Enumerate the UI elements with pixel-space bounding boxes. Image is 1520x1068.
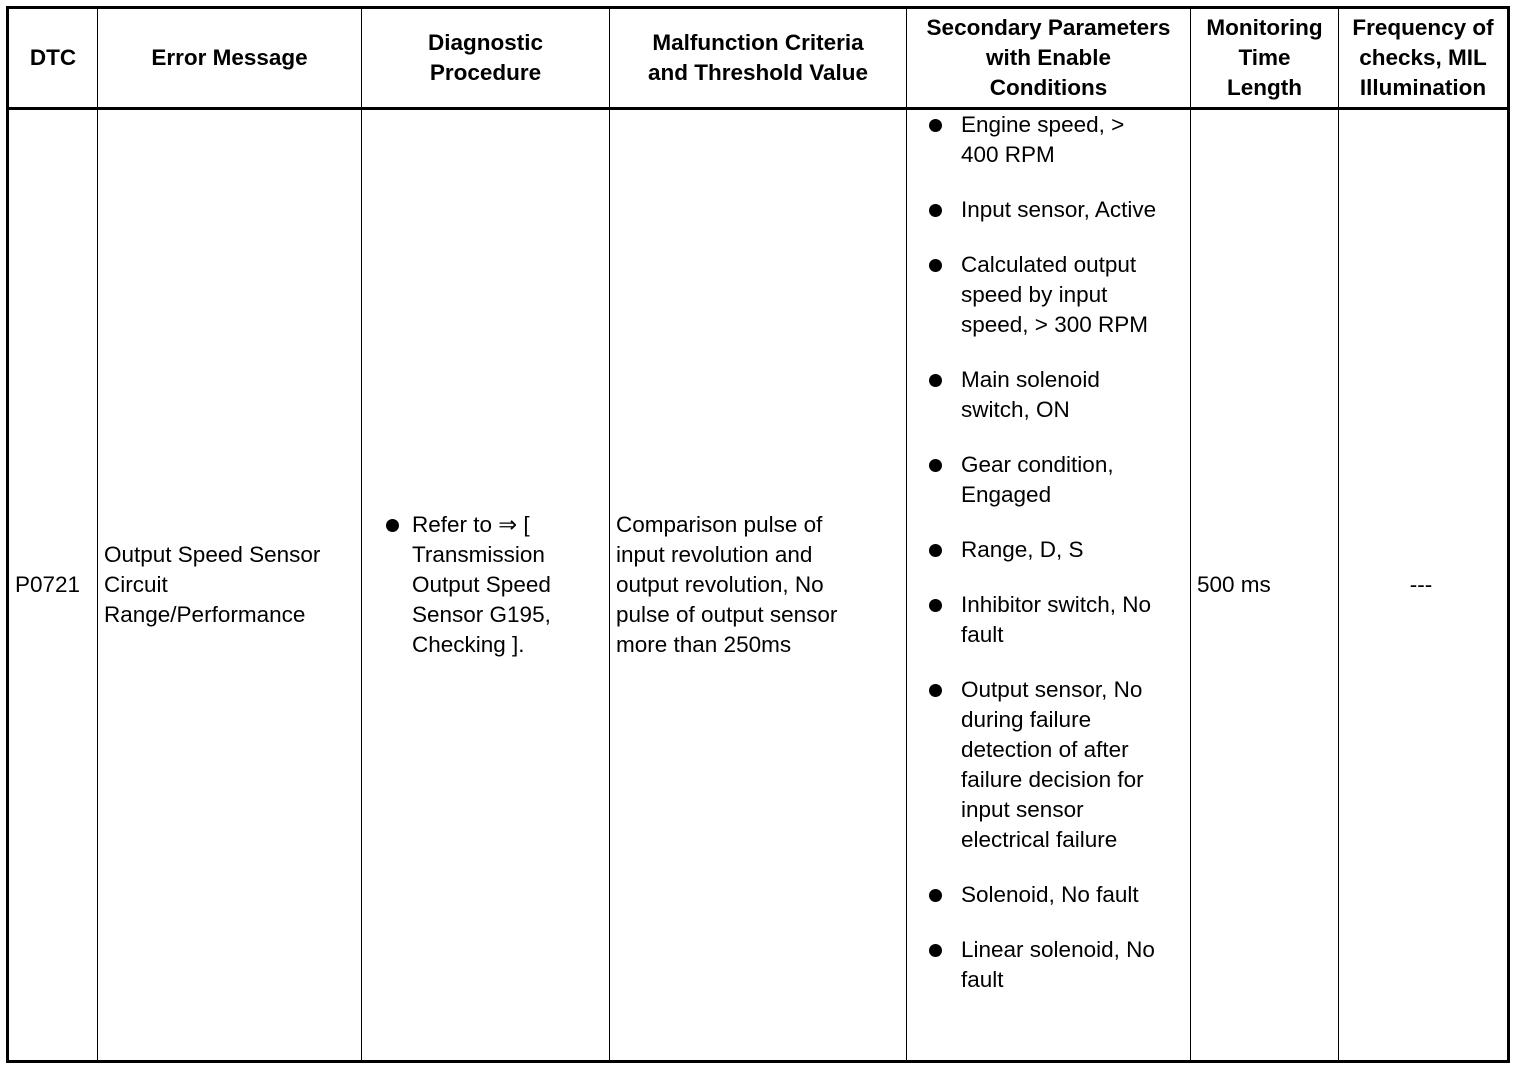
monitoring-time: 500 ms <box>1191 109 1339 1062</box>
dtc-code: P0721 <box>8 109 98 1062</box>
text-line: Output sensor, No <box>961 677 1143 702</box>
text-line: Length <box>1227 75 1302 100</box>
text-line: Circuit <box>104 572 168 597</box>
malfunction-criteria <box>610 109 907 1062</box>
header-dtc <box>8 8 98 109</box>
header-diagnostic-procedure <box>362 8 610 109</box>
diagnostic-procedure <box>362 109 610 1062</box>
bullet-icon <box>929 204 942 217</box>
parameter-item <box>907 250 1186 340</box>
parameter-item <box>907 365 1186 425</box>
bullet-icon <box>929 119 942 132</box>
bullet-icon <box>929 944 942 957</box>
frequency-mil: --- <box>1339 109 1509 1062</box>
bullet-icon <box>929 374 942 387</box>
table-row <box>8 109 1509 1062</box>
text-line: Sensor G195, <box>412 602 551 627</box>
parameter-text <box>961 880 1186 910</box>
text-line: Refer to ⇒ [ <box>412 512 530 537</box>
parameter-item <box>907 935 1186 995</box>
text-line: Linear solenoid, No <box>961 937 1155 962</box>
parameter-item <box>907 195 1186 225</box>
bullet-icon <box>929 544 942 557</box>
parameter-item <box>907 880 1186 910</box>
text-line: with Enable <box>985 45 1111 70</box>
header-malfunction-criteria <box>610 8 907 109</box>
parameter-item <box>907 110 1186 170</box>
text-line: input revolution and <box>616 542 813 567</box>
text-line: Gear condition, <box>961 452 1114 477</box>
text-line: Frequency of <box>1352 15 1494 40</box>
text-line: fault <box>961 967 1004 992</box>
procedure-item <box>362 510 605 660</box>
text-line: Solenoid, No fault <box>961 882 1139 907</box>
text-line: electrical failure <box>961 827 1118 852</box>
parameter-text <box>961 590 1186 650</box>
parameter-item <box>907 675 1186 855</box>
text-line: Transmission <box>412 542 545 567</box>
parameter-text <box>961 675 1186 855</box>
parameter-text <box>961 535 1186 565</box>
text-line: detection of after <box>961 737 1129 762</box>
procedure-text <box>412 510 605 660</box>
error-message <box>98 109 362 1062</box>
text-line: Conditions <box>989 75 1108 100</box>
text-line: Output Speed <box>412 572 551 597</box>
bullet-icon <box>386 519 399 532</box>
text-line: Calculated output <box>961 252 1137 277</box>
dtc-table <box>6 6 1510 1063</box>
text-line: Comparison pulse of <box>616 512 823 537</box>
text-line: switch, ON <box>961 397 1070 422</box>
text-line: Inhibitor switch, No <box>961 592 1152 617</box>
parameter-text <box>961 365 1186 425</box>
text-line: speed, > 300 RPM <box>961 312 1148 337</box>
text-line: Diagnostic <box>427 30 544 55</box>
bullet-icon <box>929 684 942 697</box>
bullet-icon <box>929 599 942 612</box>
text-line: DTC <box>29 45 77 70</box>
text-line: during failure <box>961 707 1092 732</box>
text-line: failure decision for <box>961 767 1144 792</box>
header-frequency <box>1339 8 1509 109</box>
parameter-text <box>961 450 1186 510</box>
procedure-list <box>362 510 605 660</box>
header-secondary-parameters <box>907 8 1191 109</box>
text-line: checks, MIL <box>1359 45 1487 70</box>
bullet-icon <box>929 259 942 272</box>
text-line: Procedure <box>429 60 542 85</box>
text-line: Monitoring <box>1206 15 1323 40</box>
text-line: Engaged <box>961 482 1052 507</box>
parameter-list <box>907 110 1186 995</box>
header-row <box>8 8 1509 109</box>
bullet-icon <box>929 889 942 902</box>
parameter-text <box>961 195 1186 225</box>
text-line: pulse of output sensor <box>616 602 838 627</box>
text-line: Illumination <box>1359 75 1487 100</box>
text-line: Error Message <box>151 45 308 70</box>
header-monitoring-time <box>1191 8 1339 109</box>
text-line: Checking ]. <box>412 632 525 657</box>
parameter-item <box>907 535 1186 565</box>
bullet-icon <box>929 459 942 472</box>
text-line: Malfunction Criteria <box>652 30 864 55</box>
parameter-item <box>907 450 1186 510</box>
text-line: Time <box>1238 45 1291 70</box>
text-line: Input sensor, Active <box>961 197 1157 222</box>
text-line: speed by input <box>961 282 1108 307</box>
text-line: Output Speed Sensor <box>104 542 321 567</box>
parameter-text <box>961 110 1186 170</box>
text-line: more than 250ms <box>616 632 792 657</box>
parameter-text <box>961 935 1186 995</box>
parameter-item <box>907 590 1186 650</box>
text-line: input sensor <box>961 797 1084 822</box>
text-line: fault <box>961 622 1004 647</box>
secondary-parameters <box>907 109 1191 1062</box>
text-line: Range, D, S <box>961 537 1084 562</box>
text-line: Secondary Parameters <box>926 15 1171 40</box>
text-line: Engine speed, > <box>961 112 1125 137</box>
text-line: output revolution, No <box>616 572 824 597</box>
text-line: and Threshold Value <box>647 60 869 85</box>
header-error-message <box>98 8 362 109</box>
text-line: Range/Performance <box>104 602 306 627</box>
text-line: Main solenoid <box>961 367 1100 392</box>
text-line: 400 RPM <box>961 142 1055 167</box>
parameter-text <box>961 250 1186 340</box>
